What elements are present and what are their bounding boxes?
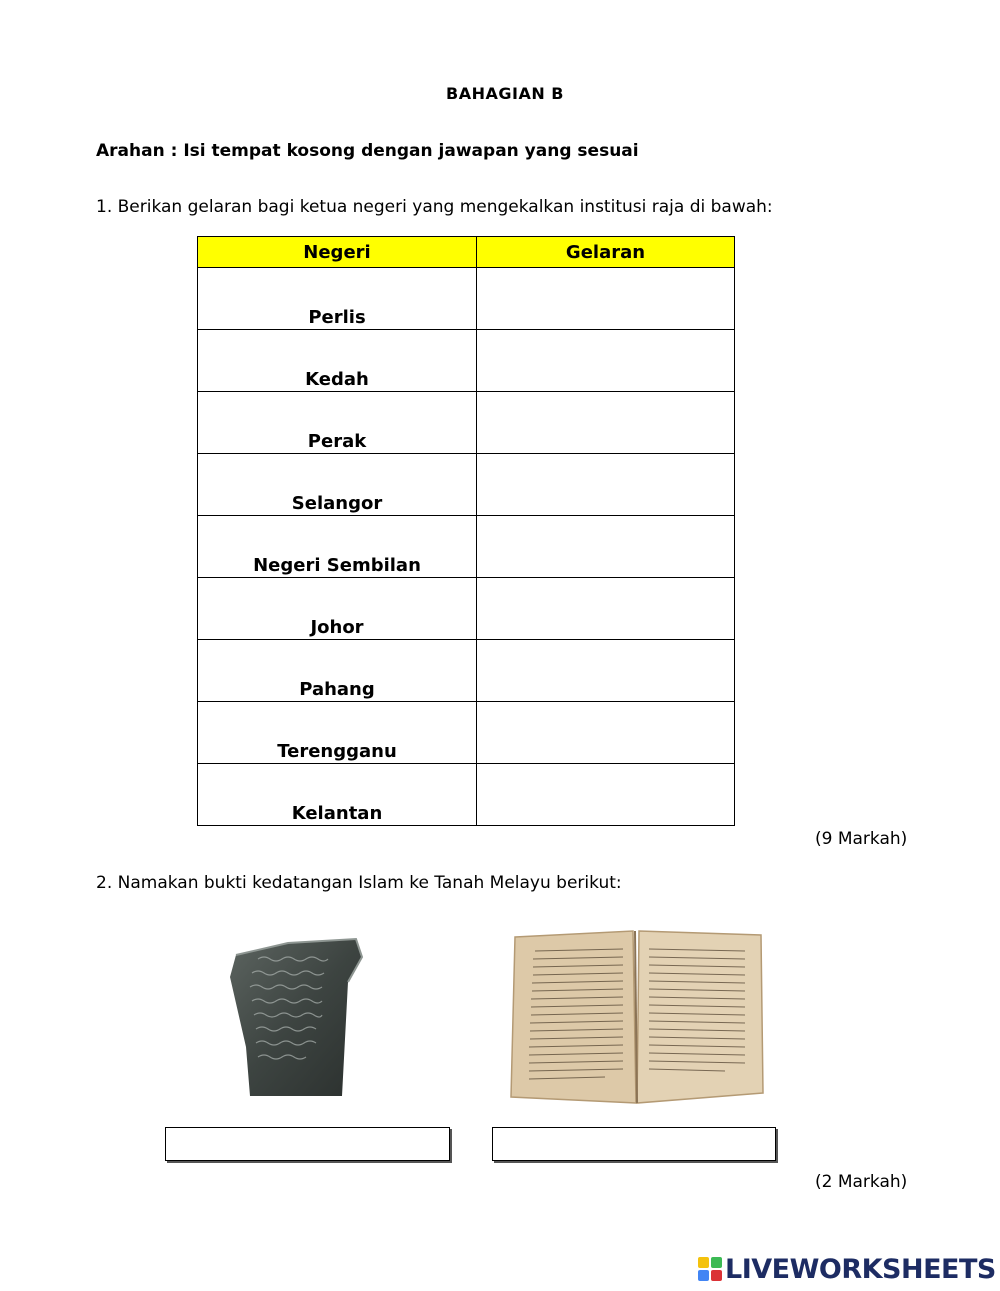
brand-name: LIVEWORKSHEETS bbox=[725, 1253, 996, 1285]
answer-cell[interactable] bbox=[477, 268, 735, 330]
state-name: Pahang bbox=[198, 640, 477, 702]
answer-cell[interactable] bbox=[477, 640, 735, 702]
answer-input-perak[interactable] bbox=[477, 392, 734, 453]
state-name: Perak bbox=[198, 392, 477, 454]
answer-input-kedah[interactable] bbox=[477, 330, 734, 391]
column-header-negeri: Negeri bbox=[198, 237, 477, 268]
question-1-text: 1. Berikan gelaran bagi ketua negeri yang mengekalkan institusi raja di bawah: bbox=[96, 197, 773, 217]
state-name: Kelantan bbox=[198, 764, 477, 826]
answer-cell[interactable] bbox=[477, 702, 735, 764]
answer-input-image-1[interactable] bbox=[166, 1128, 449, 1160]
liveworksheets-logo-icon bbox=[697, 1256, 723, 1282]
table-row bbox=[198, 454, 735, 516]
state-name: Kedah bbox=[198, 330, 477, 392]
table-row bbox=[198, 516, 735, 578]
state-name: Terengganu bbox=[198, 702, 477, 764]
state-name: Negeri Sembilan bbox=[198, 516, 477, 578]
answer-input-pahang[interactable] bbox=[477, 640, 734, 701]
states-table bbox=[197, 236, 735, 826]
answer-cell[interactable] bbox=[477, 392, 735, 454]
answer-cell[interactable] bbox=[477, 764, 735, 826]
answer-box-2[interactable] bbox=[492, 1127, 776, 1161]
column-header-gelaran: Gelaran bbox=[477, 237, 735, 268]
inscribed-stone-image bbox=[228, 937, 364, 1096]
answer-cell[interactable] bbox=[477, 330, 735, 392]
state-name: Johor bbox=[198, 578, 477, 640]
table-row bbox=[198, 268, 735, 330]
section-title: BAHAGIAN B bbox=[446, 84, 564, 103]
answer-input-image-2[interactable] bbox=[493, 1128, 775, 1160]
instruction-text: Arahan : Isi tempat kosong dengan jawapan yang sesuai bbox=[96, 141, 639, 161]
table-row bbox=[198, 702, 735, 764]
table-row bbox=[198, 764, 735, 826]
answer-input-johor[interactable] bbox=[477, 578, 734, 639]
answer-cell[interactable] bbox=[477, 516, 735, 578]
answer-cell[interactable] bbox=[477, 454, 735, 516]
table-header-row bbox=[198, 237, 735, 268]
answer-input-negeri-sembilan[interactable] bbox=[477, 516, 734, 577]
answer-cell[interactable] bbox=[477, 578, 735, 640]
question-2-text: 2. Namakan bukti kedatangan Islam ke Tanah Melayu berikut: bbox=[96, 873, 622, 893]
answer-input-selangor[interactable] bbox=[477, 454, 734, 515]
answer-input-kelantan[interactable] bbox=[477, 764, 734, 825]
state-name: Perlis bbox=[198, 268, 477, 330]
table-row bbox=[198, 330, 735, 392]
answer-input-perlis[interactable] bbox=[477, 268, 734, 329]
manuscript-book-image bbox=[505, 929, 767, 1105]
marks-question-1: (9 Markah) bbox=[815, 829, 908, 849]
answer-box-1[interactable] bbox=[165, 1127, 450, 1161]
table-row bbox=[198, 578, 735, 640]
brand-footer bbox=[697, 1253, 996, 1285]
state-name: Selangor bbox=[198, 454, 477, 516]
answer-input-terengganu[interactable] bbox=[477, 702, 734, 763]
table-row bbox=[198, 640, 735, 702]
marks-question-2: (2 Markah) bbox=[815, 1172, 908, 1192]
table-row bbox=[198, 392, 735, 454]
